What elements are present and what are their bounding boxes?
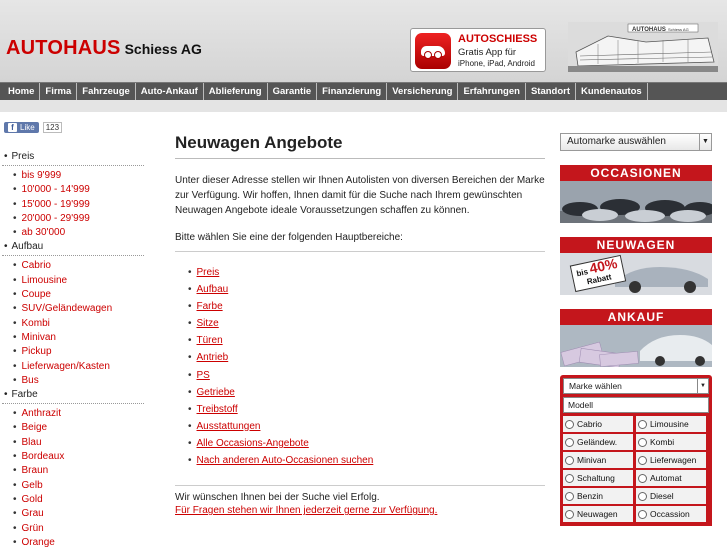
nav-kundenautos[interactable]: Kundenautos: [576, 83, 648, 100]
sidebar-link[interactable]: • Braun: [13, 464, 146, 478]
sidebar-link[interactable]: • Bus: [13, 374, 146, 388]
header: [0, 0, 727, 82]
like-count: 123: [43, 122, 62, 133]
list-item: [188, 435, 545, 452]
filter-options: [563, 415, 709, 523]
sidebar-link[interactable]: • Limousine: [13, 274, 146, 288]
radio-kombi[interactable]: Kombi: [636, 433, 709, 451]
sidebar-list-preis: [0, 169, 146, 240]
sidebar-link[interactable]: • Coupe: [13, 288, 146, 302]
modell-input[interactable]: Modell: [563, 397, 709, 413]
rabatt-badge: bis 40% Rabatt: [570, 255, 626, 292]
nav-firma[interactable]: Firma: [40, 83, 77, 100]
nav-auto-ankauf[interactable]: Auto-Ankauf: [136, 83, 204, 100]
radio-circle-icon: [638, 438, 647, 447]
radio-occassion[interactable]: Occassion: [636, 505, 709, 523]
brand-select[interactable]: Automarke auswählen ▼: [560, 133, 712, 151]
list-item: [188, 418, 545, 435]
app-line1: Gratis App für: [458, 47, 517, 58]
list-item: [188, 315, 545, 332]
category-link[interactable]: Ausstattungen: [196, 420, 261, 432]
radio-circle-icon: [565, 456, 574, 465]
radio-minivan[interactable]: Minivan: [563, 451, 636, 469]
banner-label: ANKAUF: [560, 309, 712, 325]
radio-automat[interactable]: Automat: [636, 469, 709, 487]
category-link[interactable]: Aufbau: [196, 284, 229, 296]
sidebar-link[interactable]: • Blau: [13, 436, 146, 450]
sidebar-link[interactable]: • Orange: [13, 536, 146, 550]
brand-sub: Schiess AG: [124, 41, 202, 57]
facebook-like[interactable]: [4, 122, 62, 133]
sidebar-link[interactable]: • Gold: [13, 493, 146, 507]
list-item: [188, 367, 545, 384]
sidebar-link[interactable]: • Grau: [13, 507, 146, 521]
category-link[interactable]: PS: [196, 369, 210, 381]
radio-circle-icon: [638, 510, 647, 519]
category-link[interactable]: Nach anderen Auto-Occasionen suchen: [196, 455, 374, 467]
sidebar-link[interactable]: • Kombi: [13, 317, 146, 331]
car-icon: [415, 33, 451, 69]
app-line2: iPhone, iPad, Android: [458, 59, 535, 68]
sidebar-link[interactable]: • Pickup: [13, 345, 146, 359]
radio-circle-icon: [565, 420, 574, 429]
sidebar-category-aufbau[interactable]: • Aufbau: [0, 240, 146, 255]
sidebar-link[interactable]: • 15'000 - 19'999: [13, 198, 146, 212]
nav-finanzierung[interactable]: Finanzierung: [317, 83, 387, 100]
sidebar-category-farbe[interactable]: • Farbe: [0, 388, 146, 403]
radio-diesel[interactable]: Diesel: [636, 487, 709, 505]
page-title: Neuwagen Angebote: [175, 133, 545, 159]
category-link[interactable]: Antrieb: [196, 352, 229, 364]
banner-label: NEUWAGEN: [560, 237, 712, 253]
sidebar-link[interactable]: • ab 30'000: [13, 226, 146, 240]
category-link[interactable]: Preis: [196, 267, 220, 278]
radio-lieferwagen[interactable]: Lieferwagen: [636, 451, 709, 469]
sidebar-link[interactable]: • Anthrazit: [13, 407, 146, 421]
sidebar-link[interactable]: • Cabrio: [13, 259, 146, 273]
closing-text: Wir wünschen Ihnen bei der Suche viel Erfolg.: [175, 485, 545, 503]
sidebar-list-farbe: [0, 407, 146, 550]
list-item: [188, 264, 545, 281]
marke-select[interactable]: Marke wählen ▼: [563, 378, 709, 394]
search-panel: [560, 375, 712, 526]
nav-home[interactable]: Home: [0, 83, 40, 100]
brand-main: AUTOHAUS: [6, 37, 121, 59]
intro-text: Unter dieser Adresse stellen wir Ihnen Autolisten von diversen Bereichen der Marke zur Verfügung. Wir hoffen, Ihnen damit für die Suche nach Ihrem gewünschten Neuwagen Angebote ideale Voraussetzungen schaffen zu können.: [175, 175, 545, 216]
radio-benzin[interactable]: Benzin: [563, 487, 636, 505]
site-logo[interactable]: [6, 37, 202, 60]
sidebar-link[interactable]: • bis 9'999: [13, 169, 146, 183]
radio-circle-icon: [565, 492, 574, 501]
radio-circle-icon: [565, 438, 574, 447]
category-link[interactable]: Sitze: [196, 318, 219, 330]
svg-text:Schiess AG: Schiess AG: [668, 27, 689, 32]
main-nav: [0, 82, 727, 100]
cars-photo: [560, 181, 712, 223]
sidebar-category-preis[interactable]: • Preis: [0, 150, 146, 165]
radio-circle-icon: [565, 510, 574, 519]
sidebar-link[interactable]: • Minivan: [13, 331, 146, 345]
banner-label: OCCASIONEN: [560, 165, 712, 181]
category-link[interactable]: Türen: [196, 335, 223, 347]
facebook-like-button[interactable]: f Like: [4, 122, 39, 133]
chevron-down-icon: ▼: [699, 134, 711, 150]
radio-circle-icon: [638, 474, 647, 483]
money-photo: [560, 325, 712, 367]
nav-erfahrungen[interactable]: Erfahrungen: [458, 83, 525, 100]
nav-fahrzeuge[interactable]: Fahrzeuge: [77, 83, 136, 100]
svg-text:AUTOHAUS: AUTOHAUS: [632, 27, 666, 33]
sidebar-link[interactable]: • 10'000 - 14'999: [13, 183, 146, 197]
list-item: [188, 384, 545, 401]
list-item: [188, 452, 545, 469]
nav-standort[interactable]: Standort: [526, 83, 576, 100]
nav-ablieferung[interactable]: Ablieferung: [204, 83, 268, 100]
right-column: [560, 133, 712, 526]
sidebar-link[interactable]: • 20'000 - 29'999: [13, 212, 146, 226]
chevron-down-icon: ▼: [697, 379, 708, 393]
list-item: [188, 332, 545, 349]
category-link[interactable]: Alle Occasions-Angebote: [196, 437, 309, 449]
list-item: [188, 281, 545, 298]
radio-circle-icon: [565, 474, 574, 483]
sidebar-link[interactable]: • Grün: [13, 522, 146, 536]
category-link[interactable]: Treibstoff: [196, 403, 238, 415]
radio-circle-icon: [638, 492, 647, 501]
category-link[interactable]: Getriebe: [196, 386, 235, 398]
radio-cabrio[interactable]: Cabrio: [563, 415, 636, 433]
list-item: [188, 401, 545, 418]
radio-gelaendewagen[interactable]: Geländew.: [563, 433, 636, 451]
category-links: [175, 264, 545, 469]
category-link[interactable]: Farbe: [196, 301, 223, 313]
contact-link[interactable]: Für Fragen stehen wir Ihnen jederzeit gerne zur Verfügung.: [175, 505, 438, 517]
sidebar-link[interactable]: • Gelb: [13, 479, 146, 493]
occasionen-banner[interactable]: [560, 165, 712, 223]
radio-circle-icon: [638, 456, 647, 465]
choose-text: Bitte wählen Sie eine der folgenden Hauptbereiche:: [175, 230, 545, 252]
app-promo-banner[interactable]: [410, 28, 546, 72]
sidebar-link[interactable]: • SUV/Geländewagen: [13, 302, 146, 316]
app-title: AUTOSCHIESS: [458, 33, 538, 45]
main-content: [175, 133, 545, 516]
ankauf-banner[interactable]: [560, 309, 712, 367]
sidebar-link[interactable]: • Lieferwagen/Kasten: [13, 360, 146, 374]
list-item: [188, 349, 545, 366]
radio-neuwagen[interactable]: Neuwagen: [563, 505, 636, 523]
radio-circle-icon: [638, 420, 647, 429]
sidebar-link[interactable]: • Beige: [13, 421, 146, 435]
facebook-icon: f: [8, 123, 17, 132]
radio-limousine[interactable]: Limousine: [636, 415, 709, 433]
radio-schaltung[interactable]: Schaltung: [563, 469, 636, 487]
sidebar-link[interactable]: • Bordeaux: [13, 450, 146, 464]
sidebar-list-aufbau: [0, 259, 146, 388]
nav-garantie[interactable]: Garantie: [268, 83, 318, 100]
list-item: [188, 298, 545, 315]
sidebar: [0, 150, 146, 550]
nav-versicherung[interactable]: Versicherung: [387, 83, 458, 100]
neuwagen-banner[interactable]: [560, 237, 712, 295]
nav-strip: [0, 100, 727, 112]
building-icon: [568, 22, 718, 72]
